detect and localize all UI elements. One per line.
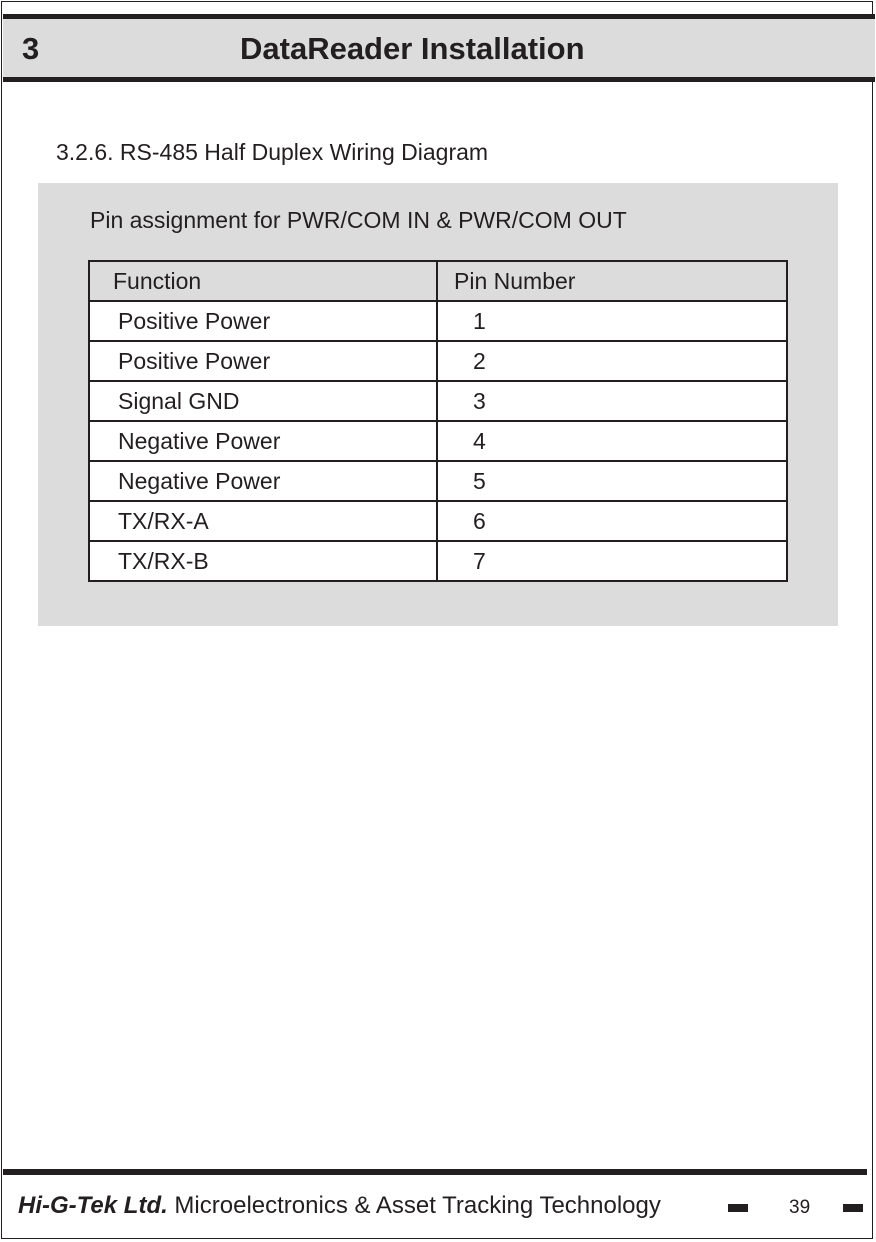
table-row [89,501,787,541]
pin-number-cell: 7 [437,541,787,581]
footer-text [18,1192,661,1220]
function-cell: TX/RX-B [89,541,437,581]
chapter-number: 3 [22,31,40,66]
pin-number-cell: 1 [437,301,787,341]
table-row [89,541,787,581]
table-row [89,421,787,461]
column-header-function: Function [89,261,437,301]
page-marker-right [843,1204,863,1212]
function-cell: TX/RX-A [89,501,437,541]
pin-assignment-table [88,260,788,582]
chapter-title: DataReader Installation [240,31,585,66]
table-row [89,301,787,341]
footer-rule [3,1169,867,1175]
section-title: 3.2.6. RS-485 Half Duplex Wiring Diagram [56,139,489,165]
table-row [89,381,787,421]
pin-number-cell: 2 [437,341,787,381]
pin-number-cell: 4 [437,421,787,461]
function-cell: Positive Power [89,341,437,381]
pin-number-cell: 5 [437,461,787,501]
table-row [89,461,787,501]
function-cell: Signal GND [89,381,437,421]
table-header-row [89,261,787,301]
column-header-pin-number: Pin Number [437,261,787,301]
function-cell: Positive Power [89,301,437,341]
table-row [89,341,787,381]
page-marker-left [728,1204,748,1212]
pin-number-cell: 6 [437,501,787,541]
page-number: 39 [789,1197,811,1218]
company-tagline: Microelectronics & Asset Tracking Technology [167,1192,661,1219]
function-cell: Negative Power [89,461,437,501]
pin-assignment-caption: Pin assignment for PWR/COM IN & PWR/COM OUT [90,207,627,233]
company-name: Hi-G-Tek Ltd. [18,1192,168,1219]
pin-number-cell: 3 [437,381,787,421]
function-cell: Negative Power [89,421,437,461]
